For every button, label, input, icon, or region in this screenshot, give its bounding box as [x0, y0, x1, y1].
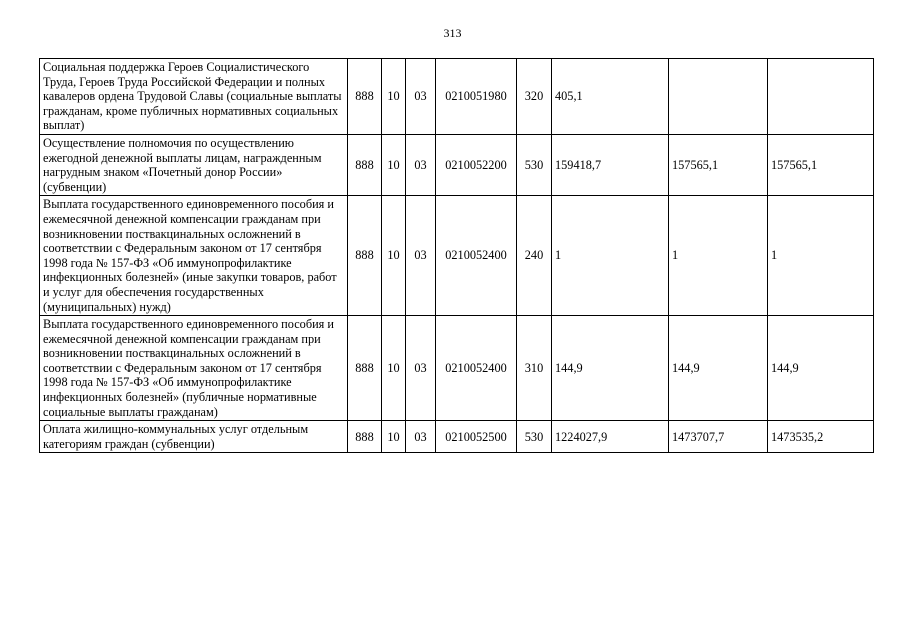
row-description: Выплата государственного единовременного пособия и ежемесячной денежной компенсации гражданам при возникновении поствакцинальных осложнений в соответствии с Федеральным законом от 17 сентября 1998 года № 157-ФЗ «Об иммунопрофилактике инфекционных болезней» (публичные нормативные социальные выплаты гражданам): [40, 316, 348, 421]
expense-type-code: 240: [517, 196, 552, 316]
amount-year-1: 1224027,9: [552, 421, 669, 453]
section-code: 10: [382, 421, 406, 453]
target-article-code: 0210051980: [436, 59, 517, 135]
amount-year-3: [768, 59, 874, 135]
expense-type-code: 530: [517, 134, 552, 195]
subsection-code: 03: [406, 134, 436, 195]
subsection-code: 03: [406, 421, 436, 453]
ministry-code: 888: [348, 421, 382, 453]
section-code: 10: [382, 134, 406, 195]
ministry-code: 888: [348, 316, 382, 421]
page-number: 313: [443, 26, 462, 40]
subsection-code: 03: [406, 59, 436, 135]
row-description: Выплата государственного единовременного пособия и ежемесячной денежной компенсации гражданам при возникновении поствакцинальных осложнений в соответствии с Федеральным законом от 17 сентября 1998 года № 157-ФЗ «Об иммунопрофилактике инфекционных болезней» (иные закупки товаров, работ и услуг для обеспечения государственных (муниципальных) нужд): [40, 196, 348, 316]
section-code: 10: [382, 59, 406, 135]
amount-year-1: 405,1: [552, 59, 669, 135]
amount-year-2: 1: [669, 196, 768, 316]
amount-year-2: 157565,1: [669, 134, 768, 195]
target-article-code: 0210052400: [436, 196, 517, 316]
section-code: 10: [382, 316, 406, 421]
amount-year-3: 157565,1: [768, 134, 874, 195]
table-row: [40, 421, 874, 453]
amount-year-1: 1: [552, 196, 669, 316]
target-article-code: 0210052400: [436, 316, 517, 421]
budget-table: [39, 58, 874, 453]
ministry-code: 888: [348, 134, 382, 195]
table-row: [40, 196, 874, 316]
target-article-code: 0210052200: [436, 134, 517, 195]
row-description: Оплата жилищно-коммунальных услуг отдельным категориям граждан (субвенции): [40, 421, 348, 453]
row-description: Социальная поддержка Героев Социалистического Труда, Героев Труда Российской Федерации и полных кавалеров ордена Трудовой Славы (социальные выплаты гражданам, кроме публичных нормативных социальных выплат): [40, 59, 348, 135]
expense-type-code: 320: [517, 59, 552, 135]
amount-year-1: 159418,7: [552, 134, 669, 195]
amount-year-3: 1: [768, 196, 874, 316]
subsection-code: 03: [406, 316, 436, 421]
ministry-code: 888: [348, 196, 382, 316]
amount-year-3: 144,9: [768, 316, 874, 421]
amount-year-2: [669, 59, 768, 135]
expense-type-code: 530: [517, 421, 552, 453]
amount-year-2: 144,9: [669, 316, 768, 421]
amount-year-2: 1473707,7: [669, 421, 768, 453]
amount-year-3: 1473535,2: [768, 421, 874, 453]
table-row: [40, 134, 874, 195]
section-code: 10: [382, 196, 406, 316]
table-row: [40, 316, 874, 421]
row-description: Осуществление полномочия по осуществлению ежегодной денежной выплаты лицам, награжденным нагрудным знаком «Почетный донор России» (субвенции): [40, 134, 348, 195]
expense-type-code: 310: [517, 316, 552, 421]
target-article-code: 0210052500: [436, 421, 517, 453]
amount-year-1: 144,9: [552, 316, 669, 421]
ministry-code: 888: [348, 59, 382, 135]
subsection-code: 03: [406, 196, 436, 316]
table-row: [40, 59, 874, 135]
